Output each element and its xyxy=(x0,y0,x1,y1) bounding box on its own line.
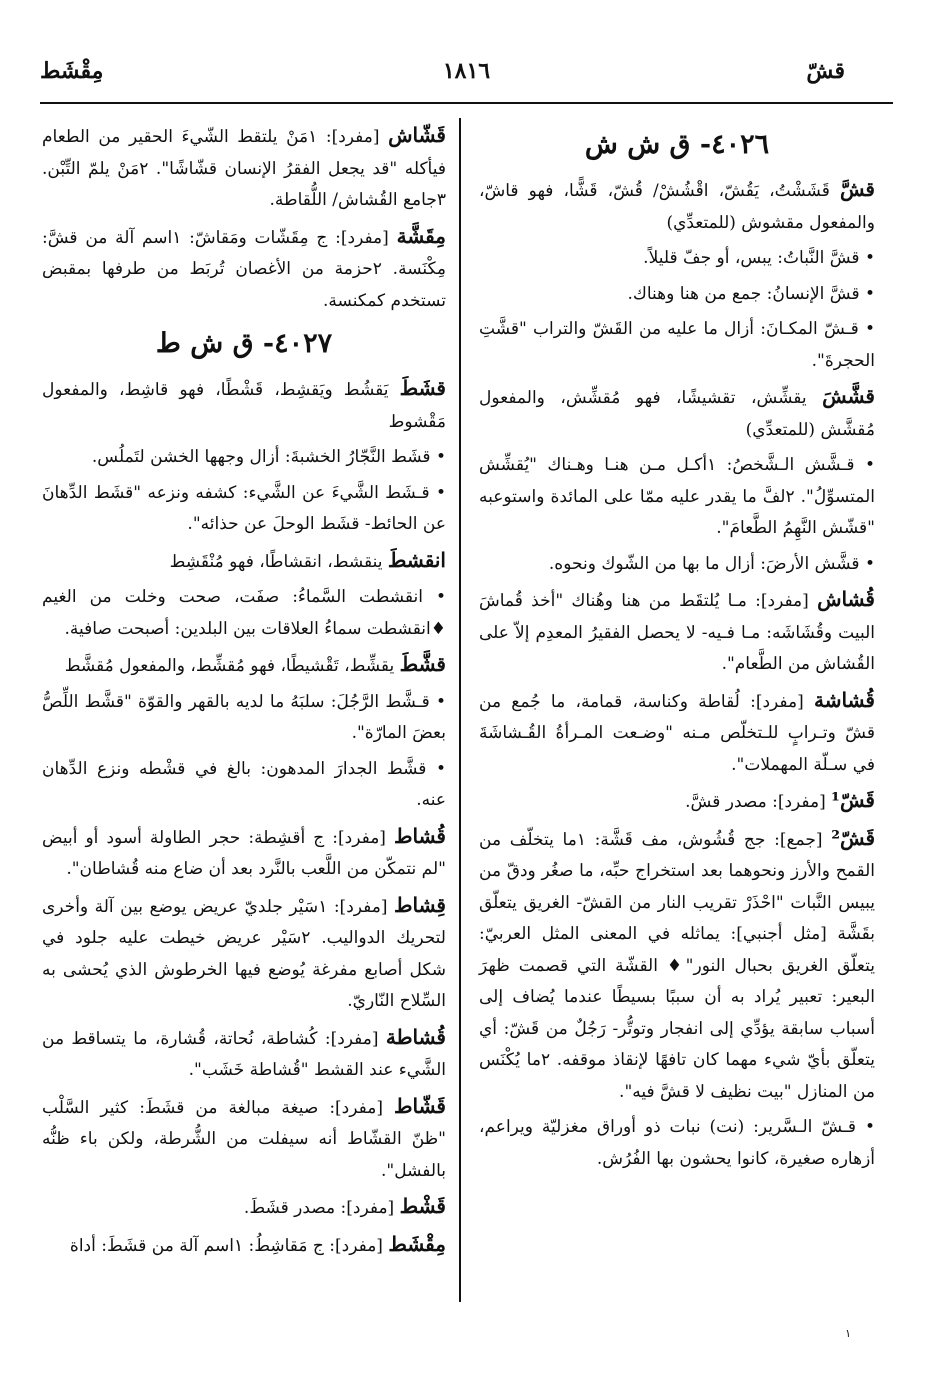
dictionary-entry xyxy=(479,450,875,545)
entry-text: [مفرد]: ج مِقَشّات ومَقاشّ: ١اسم آلة من قشَّ: مِكْنَسة. ٢حزمة من الأغصان تُربَط من طرفها بمقبض تستخدم كمكنسة. xyxy=(42,227,446,311)
headword: قشَطَ xyxy=(399,376,446,400)
dictionary-entry xyxy=(42,687,446,750)
headword: قشَّطَ xyxy=(399,652,446,676)
dictionary-entry xyxy=(42,120,446,217)
dictionary-entry xyxy=(479,823,875,1109)
entry-text: • قشَّش الأرضَ: أزال ما بها من الشّوك ونحوه. xyxy=(548,553,875,574)
dictionary-entry xyxy=(479,685,875,782)
entry-text: يقشِّش، تقشيشًا، فهو مُقشِّش، والمفعول مُقشَّش (للمتعدِّي) xyxy=(479,388,875,440)
entry-list xyxy=(42,373,446,1262)
headword: قُشاط xyxy=(394,823,446,848)
entry-text: [مفرد]: لُقاطة وكناسة، قمامة، ما جُمع من قشّ وتـرابٍ للـتخلّص مـنه "وضـعت المـرأةُ القُـشاشَةَ في سـلّة المهملات". xyxy=(479,691,875,775)
entry-text: • قـشَط الشَّيءَ عن الشَّيء: كشفه ونزعه "قشَط الدِّهانَ عن الحائط- قشَط الوحلَ عن حذائه". xyxy=(42,482,446,534)
entry-text: • قشَّ النَّباتُ: يبس، أو جفّ قليلاً. xyxy=(643,248,875,268)
entry-text: [مفرد]: مصدر قشَّ. xyxy=(685,792,832,812)
headword: قُشاشة xyxy=(814,687,875,712)
dictionary-entry xyxy=(479,174,875,239)
dictionary-entry xyxy=(42,1022,446,1087)
dictionary-entry xyxy=(42,754,446,817)
headword: قَشّ² xyxy=(831,825,876,850)
entry-list xyxy=(42,120,446,317)
dictionary-entry xyxy=(479,785,875,819)
headword: قَشْط xyxy=(399,1194,446,1218)
entry-list xyxy=(479,174,875,1175)
entry-text: [مفرد]: ١مَنْ يلتقط الشّيءَ الحقير من الطعام فيأكله "قد يجعل الفقرُ الإنسان قشّاشًا". ٢مَنْ يلمّ التِّبْن. ٣جامع القُشاش/ اللُّقاطة. xyxy=(42,127,446,210)
entry-text: [مفرد]: كُشاطة، نُحاتة، قُشارة، ما يتساقط من الشَّيء عند القشط "قُشاطة خَشَب". xyxy=(42,1028,446,1080)
dictionary-entry xyxy=(479,314,875,377)
headword: قَشّ¹ xyxy=(831,788,875,812)
running-header-left: مِقْشَط xyxy=(40,58,104,84)
dictionary-entry xyxy=(479,584,875,681)
headword: قَشّاط xyxy=(394,1093,446,1118)
headword: قُشاش xyxy=(817,587,875,611)
dictionary-entry xyxy=(479,1112,875,1175)
section-title: ٤٠٢٦- ق ش ش xyxy=(584,129,770,160)
entry-text: [مفرد]: ج أقشِطة: حجر الطاولة أسود أو أبيض "لم نتمكّن من اللَّعب بالنَّرد بعد أن ضاع منه قُشاطان". xyxy=(42,827,446,879)
column-divider xyxy=(459,118,461,1302)
headword: مِقْشَط xyxy=(388,1231,446,1256)
entry-text: [مفرد]: ١سَيْر جلديّ عريض يوضع بين آلة وأخرى لتحريك الدواليب. ٢سَيْر عريض خيطت عليه جلود في شكل أصابع مفرغة يُوضع فيها الخرطوش الذي يُحشى به السِّلاح النّاريّ. xyxy=(42,896,446,1011)
dictionary-entry xyxy=(479,243,875,275)
header-rule xyxy=(40,102,893,104)
footer-mark: ١ xyxy=(845,1327,851,1340)
entry-text: • قـشّ الـسَّرير: (نت) نبات ذو أوراق مغزليّة ويراعم، أزهاره صغيرة، كانوا يحشون بها الفُرُش. xyxy=(479,1117,875,1169)
entry-text: [جمع]: جج قُشُوش، مف قَشَّة: ١ما يتخلّف من القمح والأرز ونحوهما بعد استخراج حبِّه، ما صغُر ودقّ من يبيس النَّبات "احْذَرْ تقريب النار من القشّ- الغريق يتعلّق بقَشَّة [مثل أجنبي]: يماثله في المعنى المثل العربيّ: يتعلّق الغريق بحبال النور"♦ القشّة التي قصمت ظهرَ البعير: تعبير يُراد به أن سببًا بسيطًا عندما يُضاف إلى أسباب سابقة يؤدِّي إلى انفجار وتوتُّر- رَجُلٌ من قَشّ: أي يتعلّق بأيّ شيء مهما كان تافهًا لإنقاذ موقفه. ٢ما يُكْنَس من المنازل "بيت نظيف لا قشَّ فيه". xyxy=(479,829,875,1102)
section-title: ٤٠٢٧- ق ش ط xyxy=(155,328,333,359)
headword: قُشاطة xyxy=(385,1024,446,1049)
dictionary-entry xyxy=(42,373,446,438)
entry-text: • قـشَّش الـشَّخصُ: ١أكـل مـن هنـا وهـناك "يُقشِّش المتسوِّلُ". ٢لفَّ ما يقدر عليه ممّا على المائدة واستوعبه "قشّش النَّهِمُ الطَّعامَ". xyxy=(479,455,875,538)
left-column xyxy=(42,120,446,1266)
headword: قِشاط xyxy=(394,892,446,917)
entry-text: • انقشطت السَّماءُ: صفَت، صحت وخلت من الغيم ♦انقشطت سماءُ العلاقات بين البلدين: أصبحت صافية. xyxy=(42,587,446,639)
dictionary-entry xyxy=(42,1229,446,1263)
entry-text: [مفرد]: مـا يُلتقَط من هنا وهُناك "أخذ قُماشَ البيت وقُشَاشَه: مـا فـيه- لا يحصل الفقيرُ المعدِم إلاّ على القُشاش من الطَّعام". xyxy=(479,591,875,674)
dictionary-entry xyxy=(42,890,446,1018)
dictionary-entry xyxy=(42,221,446,318)
entry-text: ينقشط، انقشاطًا، فهو مُنْقَشِط xyxy=(169,551,388,572)
entry-text: • قشَّط الجدارَ المدهون: بالغ في قشْطه ونزع الدِّهان عنه. xyxy=(42,758,446,810)
dictionary-entry xyxy=(479,279,875,311)
page-number: ١٨١٦ xyxy=(442,58,491,84)
dictionary-entry xyxy=(42,1091,446,1188)
running-header-right: قشّ xyxy=(806,58,845,84)
entry-text: • قشَط النَّجّارُ الخشبةَ: أزال وجهها الخشن لتَملُس. xyxy=(91,447,446,467)
entry-text: [مفرد]: ج مَقاشِطُ: ١اسم آلة من قشَطَ: أداة xyxy=(69,1235,389,1256)
headword: قشَّ xyxy=(839,177,875,201)
headword: قَشّاش xyxy=(388,123,446,147)
right-column xyxy=(479,120,875,1179)
entry-text: [مفرد]: صيغة مبالغة من قشَطَ: كثير السَّلْب "ظنّ القشّاط أنه سيفلت من الشُّرطة، ولكن باء ظنُّه بالفشل". xyxy=(42,1097,446,1181)
entry-text: يَقشُط ويَقشِط، قَشْطًا، فهو قاشِط، والمفعول مَقْشوط xyxy=(42,380,446,432)
entry-text: قَشَشْتُ، يَقُشّ، اقْشُشْ/ قُشّ، قَشًّا، فهو قاشّ، والمفعول مقشوش (للمتعدِّي) xyxy=(479,181,875,233)
headword: مِقَشَّة xyxy=(396,223,446,248)
dictionary-entry xyxy=(42,582,446,645)
entry-text: • قـشَّط الرَّجُلَ: سلبَهُ ما لديه بالقهر والقوّة "قشَّط اللِّصُّ بعضَ المارّة". xyxy=(42,691,446,743)
dictionary-entry xyxy=(42,1191,446,1225)
dictionary-entry xyxy=(42,545,446,579)
headword: قشَّشَ xyxy=(822,384,875,408)
dictionary-entry xyxy=(42,649,446,683)
entry-text: [مفرد]: مصدر قشَطَ. xyxy=(243,1198,400,1218)
entry-text: يقشِّط، تَقْشيطًا، فهو مُقشِّط، والمفعول مُقشَّط xyxy=(64,656,400,676)
entry-text: • قـشّ المكـانَ: أزال ما عليه من القَشّ والتراب "قشَّتِ الحجرةَ". xyxy=(479,319,875,371)
dictionary-entry xyxy=(42,821,446,886)
dictionary-entry xyxy=(42,442,446,474)
headword: انقشطَ xyxy=(387,547,446,572)
entry-text: • قشَّ الإنسانُ: جمع من هنا وهناك. xyxy=(627,283,875,304)
dictionary-entry xyxy=(479,381,875,446)
dictionary-entry xyxy=(479,549,875,581)
dictionary-entry xyxy=(42,478,446,541)
